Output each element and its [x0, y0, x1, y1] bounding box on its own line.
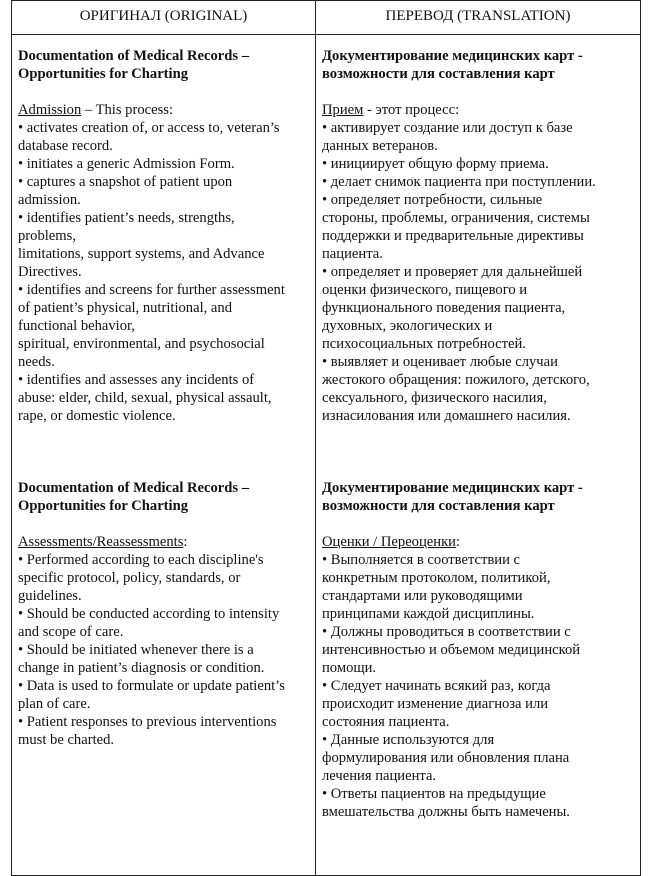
text-line: • Should be conducted according to intensity: [18, 606, 280, 622]
text-line: change in patient’s diagnosis or condition.: [18, 660, 265, 676]
section-heading: [18, 533, 309, 551]
text-line: духовных, экологических и: [322, 318, 493, 334]
spacer: [18, 515, 309, 533]
section-title: Opportunities for Charting: [18, 498, 189, 514]
spacer: [322, 83, 634, 101]
text-line: • initiates a generic Admission Form.: [18, 156, 235, 172]
header-row: [12, 1, 641, 35]
section-heading: [18, 101, 309, 119]
text-line: конкретным протоколом, политикой,: [322, 570, 551, 586]
text-line: functional behavior,: [18, 318, 135, 334]
section-heading: [322, 533, 634, 551]
heading-underlined: Admission: [18, 102, 82, 118]
heading-rest: :: [455, 534, 461, 550]
text-line: • Ответы пациентов на предыдущие: [322, 786, 546, 802]
text-line: • делает снимок пациента при поступлении.: [322, 174, 596, 190]
text-line: • activates creation of, or access to, veteran’s: [18, 120, 280, 136]
text-line: • Выполняется в соответствии с: [322, 552, 521, 568]
text-line: психосоциальных потребностей.: [322, 336, 526, 352]
text-line: функционального поведения пациента,: [322, 300, 566, 316]
section-title: Documentation of Medical Records –: [18, 48, 250, 64]
text-line: интенсивностью и объемом медицинской: [322, 642, 581, 658]
spacer: [322, 515, 634, 533]
text-line: принципами каждой дисциплины.: [322, 606, 535, 622]
text-line: происходит изменение диагноза или: [322, 696, 549, 712]
text-line: стандартами или руководящими: [322, 588, 523, 604]
section: [322, 479, 634, 821]
heading-underlined: Оценки / Переоценки: [322, 534, 456, 550]
section-title: возможности для составления карт: [322, 66, 555, 82]
section: [18, 479, 309, 749]
text-line: problems,: [18, 228, 76, 244]
section-title: возможности для составления карт: [322, 498, 555, 514]
text-line: сексуального, физического насилия,: [322, 390, 547, 406]
text-line: • Performed according to each discipline's: [18, 552, 264, 568]
text-line: • identifies and screens for further assessment: [18, 282, 285, 298]
text-line: изнасилования или домашнего насилия.: [322, 408, 571, 424]
text-line: пациента.: [322, 246, 383, 262]
spacer: [18, 83, 309, 101]
text-line: • Patient responses to previous interventions: [18, 714, 277, 730]
text-line: limitations, support systems, and Advance: [18, 246, 265, 262]
text-line: • identifies patient’s needs, strengths,: [18, 210, 235, 226]
text-line: состояния пациента.: [322, 714, 450, 730]
translation-table: [11, 0, 641, 876]
text-line: • определяет и проверяет для дальнейшей: [322, 264, 583, 280]
header-translation: ПЕРЕВОД (TRANSLATION): [316, 1, 641, 35]
section-heading: [322, 101, 634, 119]
text-line: помощи.: [322, 660, 377, 676]
text-line: abuse: elder, child, sexual, physical assault,: [18, 390, 272, 406]
text-line: • Данные используются для: [322, 732, 495, 748]
heading-underlined: Прием: [322, 102, 364, 118]
text-line: • Должны проводиться в соответствии с: [322, 624, 571, 640]
text-line: поддержки и предварительные директивы: [322, 228, 584, 244]
heading-rest: :: [183, 534, 188, 550]
heading-rest: – This process:: [81, 102, 173, 118]
text-line: оценки физического, пищевого и: [322, 282, 528, 298]
section-title: Opportunities for Charting: [18, 66, 189, 82]
text-line: • выявляет и оценивает любые случаи: [322, 354, 558, 370]
text-line: • Следует начинать всякий раз, когда: [322, 678, 551, 694]
text-line: must be charted.: [18, 732, 115, 748]
text-line: Directives.: [18, 264, 82, 280]
text-line: • Should be initiated whenever there is a: [18, 642, 254, 658]
text-line: admission.: [18, 192, 81, 208]
section-title: Документирование медицинских карт -: [322, 480, 583, 496]
text-line: • определяет потребности, сильные: [322, 192, 543, 208]
section-title: Documentation of Medical Records –: [18, 480, 250, 496]
section: [322, 47, 634, 425]
text-line: вмешательства должны быть намечены.: [322, 804, 570, 820]
text-line: жестокого обращения: пожилого, детского,: [322, 372, 590, 388]
original-column: [12, 35, 316, 876]
text-line: • Data is used to formulate or update patient’s: [18, 678, 285, 694]
translation-column: [316, 35, 641, 876]
text-line: • captures a snapshot of patient upon: [18, 174, 233, 190]
text-line: needs.: [18, 354, 55, 370]
text-line: • инициирует общую форму приема.: [322, 156, 549, 172]
text-line: database record.: [18, 138, 113, 154]
text-line: spiritual, environmental, and psychosocial: [18, 336, 265, 352]
text-line: guidelines.: [18, 588, 82, 604]
text-line: plan of care.: [18, 696, 91, 712]
text-line: specific protocol, policy, standards, or: [18, 570, 241, 586]
text-line: • identifies and assesses any incidents of: [18, 372, 255, 388]
section-title: Документирование медицинских карт -: [322, 48, 583, 64]
section: [18, 47, 309, 425]
text-line: rape, or domestic violence.: [18, 408, 176, 424]
header-original: ОРИГИНАЛ (ORIGINAL): [12, 1, 316, 35]
heading-rest: - этот процесс:: [363, 102, 460, 118]
text-line: лечения пациента.: [322, 768, 437, 784]
heading-underlined: Assessments/Reassessments: [18, 534, 184, 550]
text-line: данных ветеранов.: [322, 138, 438, 154]
text-line: формулирования или обновления плана: [322, 750, 570, 766]
body-row: [12, 35, 641, 876]
text-line: • активирует создание или доступ к базе: [322, 120, 573, 136]
text-line: of patient’s physical, nutritional, and: [18, 300, 232, 316]
text-line: стороны, проблемы, ограничения, системы: [322, 210, 590, 226]
text-line: and scope of care.: [18, 624, 124, 640]
